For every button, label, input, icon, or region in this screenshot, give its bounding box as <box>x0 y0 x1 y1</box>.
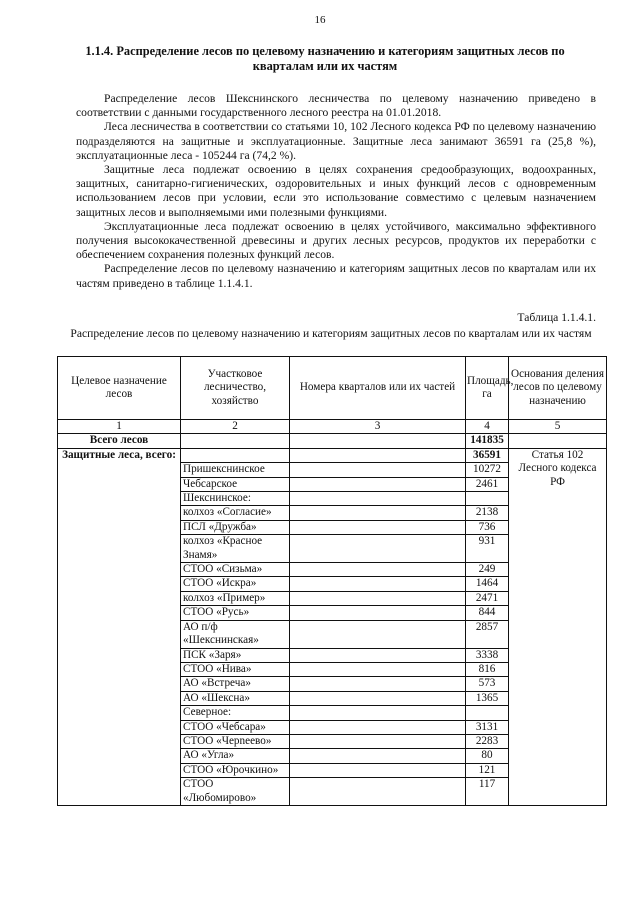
total-row <box>58 434 607 448</box>
forest-distribution-table <box>57 356 607 806</box>
area-cell: 121 <box>466 763 509 777</box>
quarter-numbers-cell <box>290 662 466 676</box>
header-cell: Площадь, га <box>466 357 509 420</box>
area-cell: 931 <box>466 535 509 563</box>
paragraph: Распределение лесов по целевому назначению и категориям защитных лесов по кварталам или их частям приведено в таблице 1.1.4.1. <box>76 262 596 290</box>
protective-total-row <box>58 448 607 462</box>
quarter-numbers-cell <box>290 506 466 520</box>
forestry-name: ПСЛ «Дружба» <box>181 520 290 534</box>
area-cell <box>466 492 509 506</box>
total-area: 141835 <box>466 434 509 448</box>
quarter-numbers-cell <box>290 477 466 491</box>
table-label: Таблица 1.1.4.1. <box>517 311 596 324</box>
quarter-numbers-cell <box>290 463 466 477</box>
forestry-name: Северное: <box>181 706 290 720</box>
column-number: 5 <box>509 420 607 434</box>
area-cell: 1365 <box>466 691 509 705</box>
forestry-name: ПСК «Заря» <box>181 648 290 662</box>
quarter-numbers-cell <box>290 778 466 806</box>
total-label: Всего лесов <box>58 434 181 448</box>
forestry-name: СТОО «Черneево» <box>181 734 290 748</box>
header-cell: Номера кварталов или их частей <box>290 357 466 420</box>
quarter-numbers-cell <box>290 577 466 591</box>
paragraph: Леса лесничества в соответствии со статьями 10, 102 Лесного кодекса РФ по целевому назначению подразделяются на защитные и эксплуатационные. Защитные леса занимают 36591 га (25,8 %), эксплуатационные леса - 105244 га (74,2 %). <box>76 120 596 162</box>
empty-cell <box>181 448 290 462</box>
body-text <box>76 92 596 291</box>
table-header-row <box>58 357 607 420</box>
quarter-numbers-cell <box>290 591 466 605</box>
header-cell: Основания деления лесов по целевому назначению <box>509 357 607 420</box>
header-cell: Участковое лесничество, хозяйство <box>181 357 290 420</box>
area-cell: 10272 <box>466 463 509 477</box>
area-cell: 3338 <box>466 648 509 662</box>
area-cell <box>466 706 509 720</box>
quarter-numbers-cell <box>290 706 466 720</box>
protective-basis: Статья 102 Лесного кодекса РФ <box>509 448 607 805</box>
forestry-name: СТОО «Юрочкино» <box>181 763 290 777</box>
quarter-numbers-cell <box>290 677 466 691</box>
forestry-name: Шекснинское: <box>181 492 290 506</box>
area-cell: 2461 <box>466 477 509 491</box>
quarter-numbers-cell <box>290 492 466 506</box>
forestry-name: АО «Встреча» <box>181 677 290 691</box>
forestry-name: АО «Шексна» <box>181 691 290 705</box>
empty-cell <box>181 434 290 448</box>
quarter-numbers-cell <box>290 763 466 777</box>
area-cell: 2283 <box>466 734 509 748</box>
forestry-name: колхоз «Красное Знамя» <box>181 535 290 563</box>
area-cell: 736 <box>466 520 509 534</box>
paragraph: Распределение лесов Шекснинского лесничества по целевому назначению приведено в соответствии с данными государственного лесного реестра на 01.01.2018. <box>76 92 596 120</box>
empty-cell <box>509 434 607 448</box>
section-heading: 1.1.4. Распределение лесов по целевому назначению и категориям защитных лесов по кварталам или их частям <box>85 44 565 73</box>
protective-label: Защитные леса, всего: <box>58 448 181 805</box>
table-caption: Распределение лесов по целевому назначению и категориям защитных лесов по кварталам или их частям <box>70 327 592 340</box>
forestry-name: колхоз «Согласие» <box>181 506 290 520</box>
protective-area: 36591 <box>466 448 509 462</box>
area-cell: 2471 <box>466 591 509 605</box>
paragraph: Эксплуатационные леса подлежат освоению в целях устойчивого, максимально эффективного получения высококачественной древесины и других лесных ресурсов, продуктов их переработки с обеспечением сохранения полезных функций лесов. <box>76 219 596 262</box>
quarter-numbers-cell <box>290 620 466 648</box>
forestry-name: СТОО «Сизьма» <box>181 563 290 577</box>
column-number-row <box>58 420 607 434</box>
forestry-name: Чебсарское <box>181 477 290 491</box>
forestry-name: СТОО «Любомирово» <box>181 778 290 806</box>
quarter-numbers-cell <box>290 720 466 734</box>
forestry-name: СТОО «Русь» <box>181 606 290 620</box>
quarter-numbers-cell <box>290 520 466 534</box>
quarter-numbers-cell <box>290 563 466 577</box>
forestry-name: Пришекснинское <box>181 463 290 477</box>
area-cell: 573 <box>466 677 509 691</box>
forestry-name: СТОО «Чебсара» <box>181 720 290 734</box>
quarter-numbers-cell <box>290 691 466 705</box>
forestry-name: АО п/ф «Шекснинская» <box>181 620 290 648</box>
area-cell: 1464 <box>466 577 509 591</box>
area-cell: 816 <box>466 662 509 676</box>
column-number: 4 <box>466 420 509 434</box>
quarter-numbers-cell <box>290 734 466 748</box>
area-cell: 2138 <box>466 506 509 520</box>
area-cell: 2857 <box>466 620 509 648</box>
forestry-name: СТОО «Нива» <box>181 662 290 676</box>
column-number: 2 <box>181 420 290 434</box>
quarter-numbers-cell <box>290 535 466 563</box>
page-number: 16 <box>314 14 326 26</box>
forestry-name: АО «Угла» <box>181 749 290 763</box>
forestry-name: СТОО «Искра» <box>181 577 290 591</box>
header-cell: Целевое назначение лесов <box>58 357 181 420</box>
empty-cell <box>290 448 466 462</box>
quarter-numbers-cell <box>290 606 466 620</box>
column-number: 1 <box>58 420 181 434</box>
area-cell: 249 <box>466 563 509 577</box>
area-cell: 117 <box>466 778 509 806</box>
quarter-numbers-cell <box>290 648 466 662</box>
quarter-numbers-cell <box>290 749 466 763</box>
area-cell: 3131 <box>466 720 509 734</box>
column-number: 3 <box>290 420 466 434</box>
area-cell: 844 <box>466 606 509 620</box>
area-cell: 80 <box>466 749 509 763</box>
empty-cell <box>290 434 466 448</box>
paragraph: Защитные леса подлежат освоению в целях сохранения средообразующих, водоохранных, защитных, санитарно-гигиенических, оздоровительных и иных функций лесов с одновременным использованием лесов при условии, если это использование совместимо с целевым назначением защитных лесов и выполняемыми ими полезными функциями. <box>76 163 596 219</box>
forestry-name: колхоз «Пример» <box>181 591 290 605</box>
